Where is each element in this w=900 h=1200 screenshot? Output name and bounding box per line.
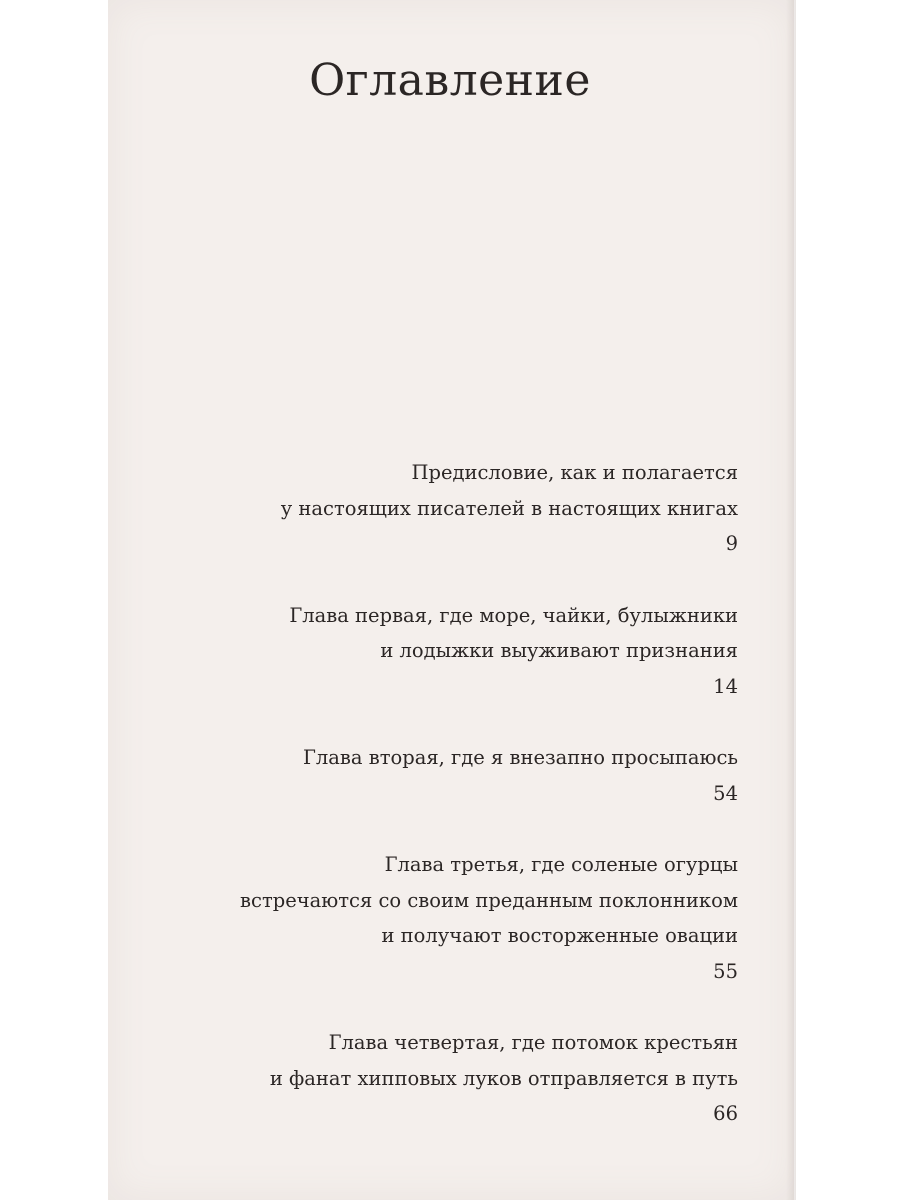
toc-entry-line: Глава третья, где соленые огурцы [384, 853, 738, 876]
page-title: Оглавление [309, 55, 591, 106]
table-of-contents [140, 455, 738, 1168]
toc-entry-chapter-2 [140, 740, 738, 811]
toc-entry-line: и получают восторженные овации [381, 924, 738, 947]
toc-entry-line: Глава первая, где море, чайки, булыжники [289, 603, 738, 627]
toc-entry-line: и лодыжки выуживают признания [380, 639, 738, 662]
page-edge-shadow [786, 0, 796, 1200]
toc-page-number: 14 [713, 674, 738, 698]
toc-entry-line: встречаются со своим преданным поклонником [240, 888, 738, 912]
toc-entry-line: у настоящих писателей в настоящих книгах [280, 496, 738, 520]
toc-page-number: 66 [713, 1102, 738, 1125]
toc-entry-line: Глава вторая, где я внезапно просыпаюсь [302, 746, 738, 769]
toc-page-number: 54 [713, 781, 738, 805]
toc-entry-preface [140, 455, 738, 562]
toc-entry-chapter-3 [140, 847, 738, 989]
toc-entry-line: и фанат хипповых луков отправляется в путь [269, 1066, 738, 1090]
toc-entry-chapter-1 [140, 598, 738, 705]
toc-entry-line: Предисловие, как и полагается [411, 461, 738, 484]
toc-page-number: 9 [725, 532, 738, 555]
toc-entry-line: Глава четвертая, где потомок крестьян [328, 1031, 738, 1054]
toc-page-number: 55 [713, 959, 738, 983]
toc-entry-chapter-4 [140, 1025, 738, 1132]
